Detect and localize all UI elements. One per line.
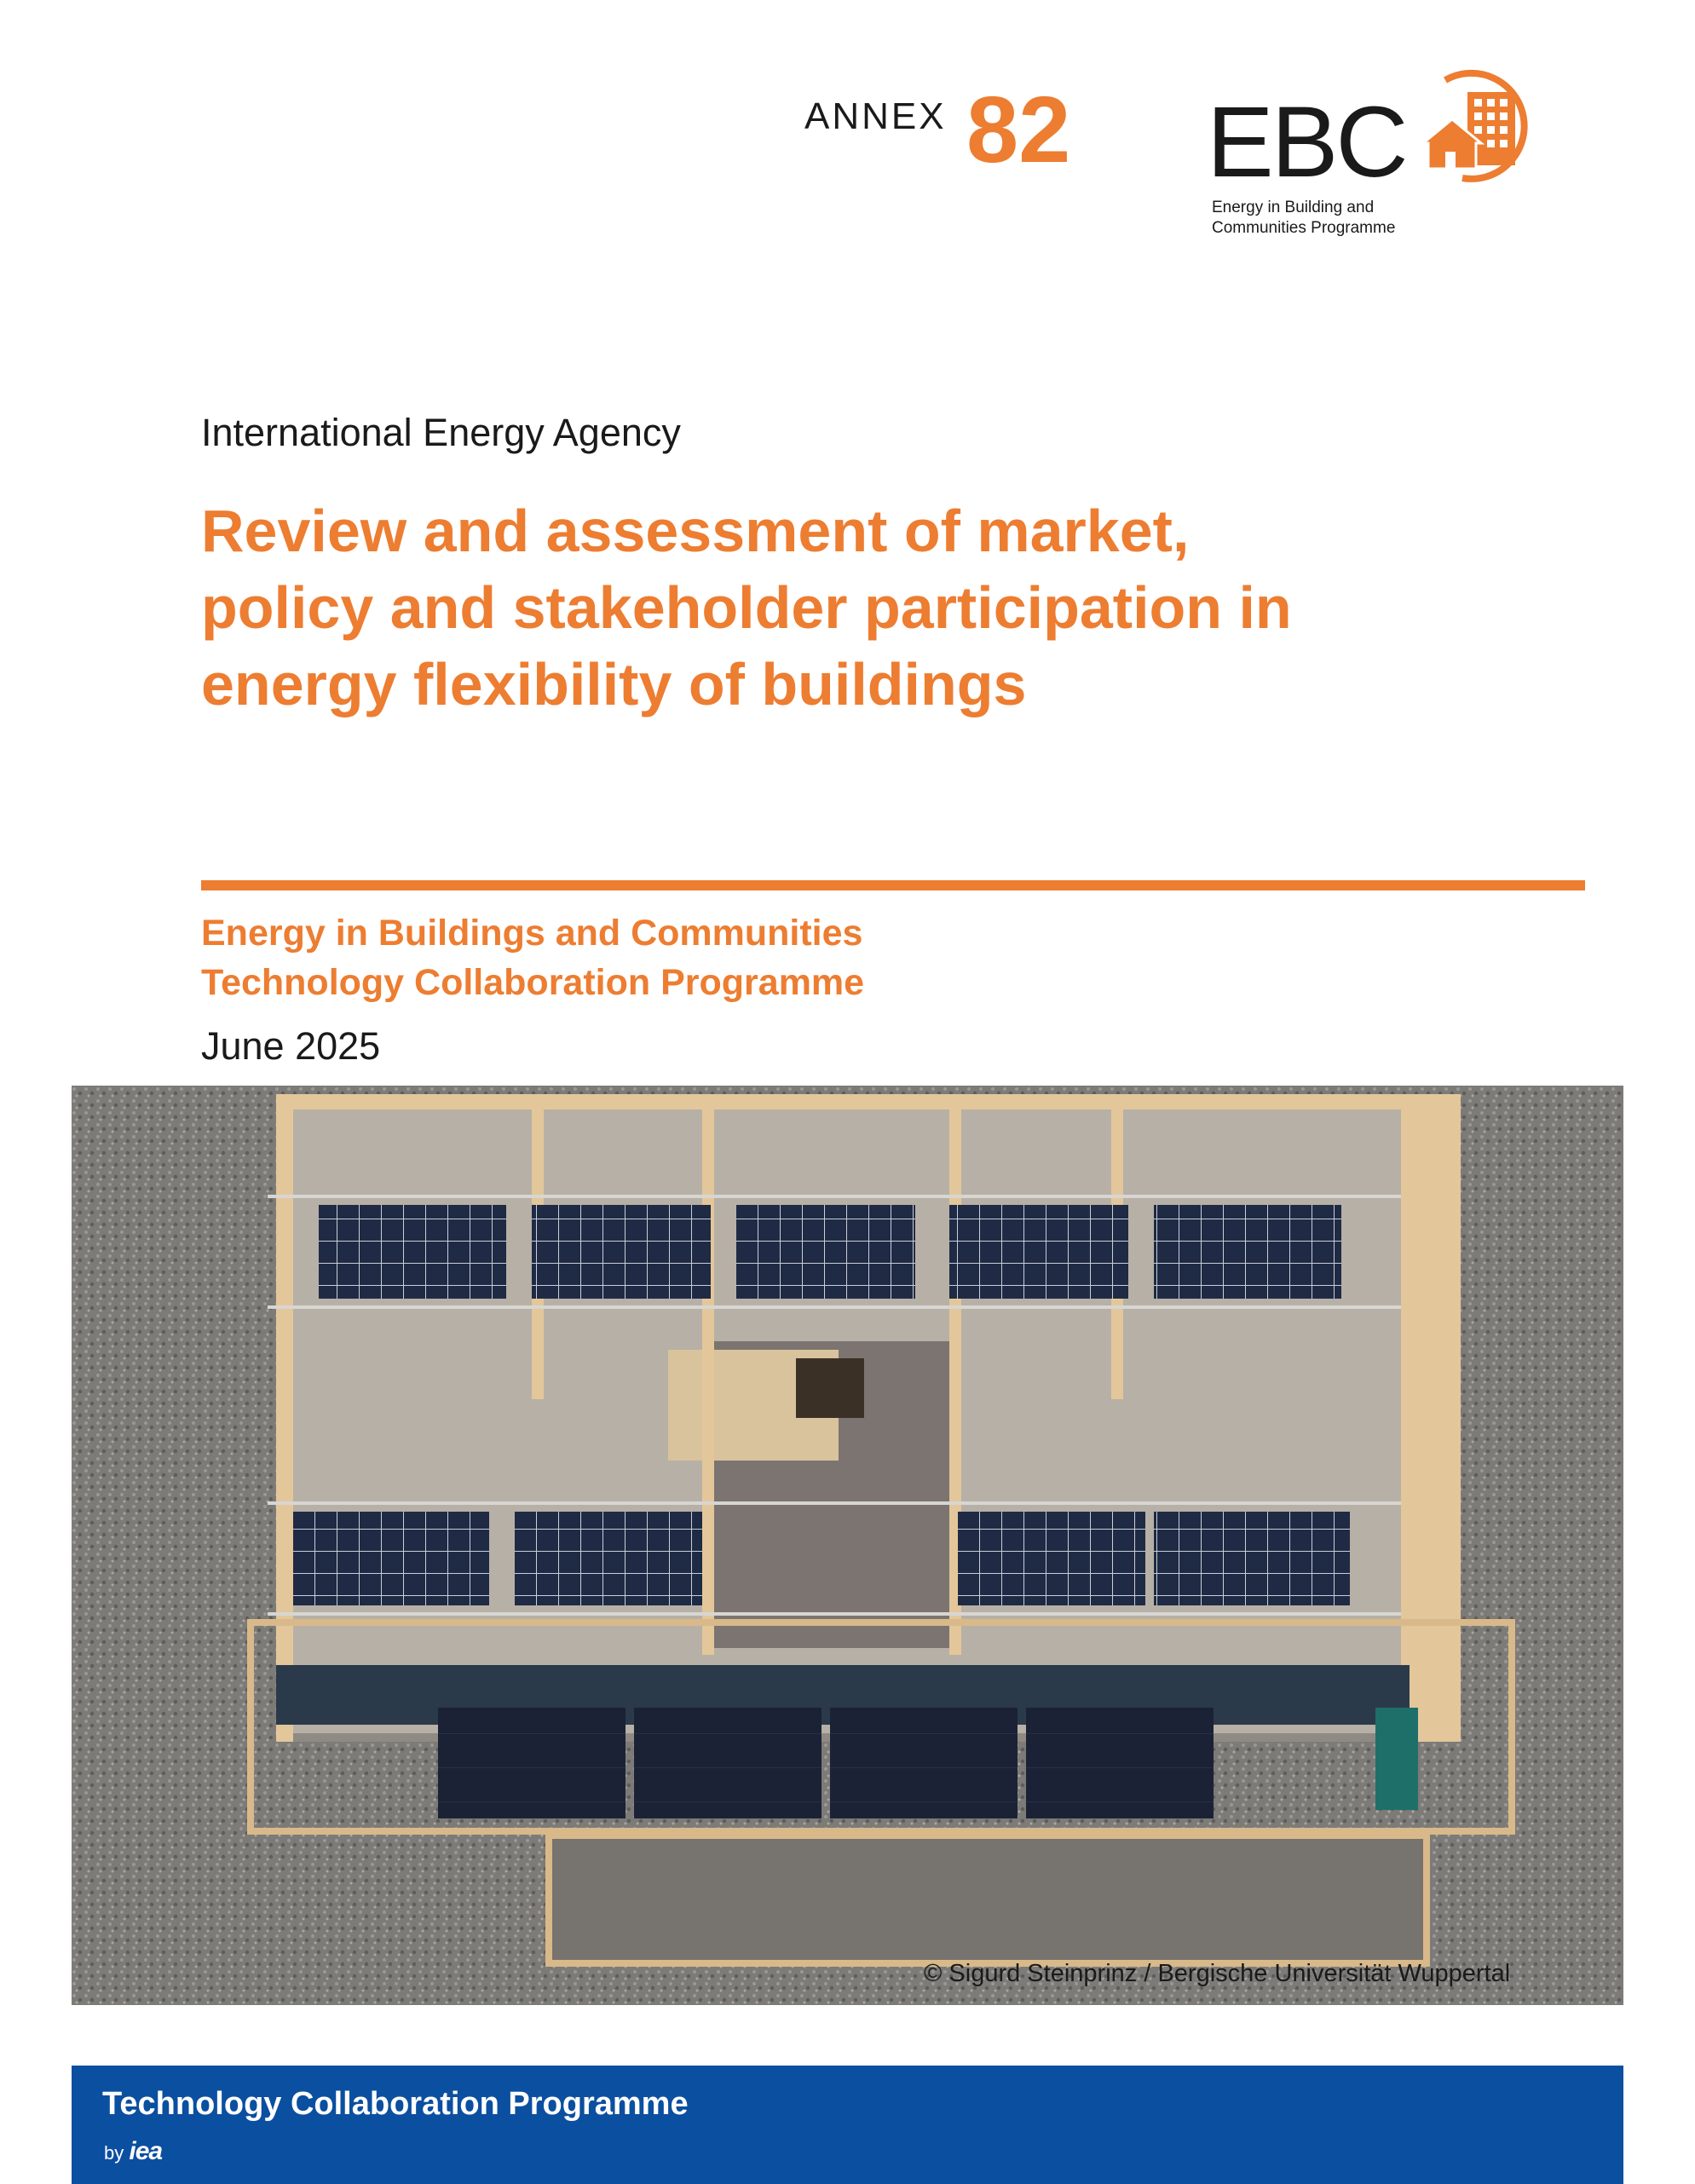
ebc-logo-subtitle (1212, 198, 1433, 239)
programme-line2: Technology Collaboration Programme (201, 962, 865, 1003)
report-title (201, 493, 1513, 723)
ebc-logo-subtitle-line1: Energy in Building and (1212, 199, 1375, 216)
annex-number: 82 (966, 78, 1071, 182)
programme-line1: Energy in Buildings and Communities (201, 913, 863, 954)
building-house-icon (1411, 63, 1548, 191)
report-title-line1: Review and assessment of market, (201, 498, 1190, 564)
banner-by-text: by (104, 2142, 124, 2164)
cover-photo (72, 1086, 1623, 2005)
footer-banner (72, 2066, 1623, 2184)
banner-title: Technology Collaboration Programme (102, 2086, 689, 2122)
report-title-line3: energy flexibility of buildings (201, 651, 1027, 717)
ebc-logo-subtitle-line2: Communities Programme (1212, 219, 1396, 237)
ebc-logo (1207, 63, 1565, 251)
publication-date: June 2025 (201, 1024, 381, 1068)
annex-label: ANNEX (804, 95, 947, 137)
iea-logo: iea (129, 2137, 163, 2165)
banner-by-iea (104, 2137, 162, 2166)
agency-name: International Energy Agency (201, 411, 681, 454)
ebc-logo-text: EBC (1207, 86, 1406, 199)
programme-name (201, 908, 864, 1007)
divider-rule (201, 880, 1585, 890)
aerial-building-illustration (72, 1086, 1623, 2005)
photo-credit: © Sigurd Steinprinz / Bergische Universität Wuppertal (924, 1960, 1511, 1987)
report-title-line2: policy and stakeholder participation in (201, 574, 1292, 641)
